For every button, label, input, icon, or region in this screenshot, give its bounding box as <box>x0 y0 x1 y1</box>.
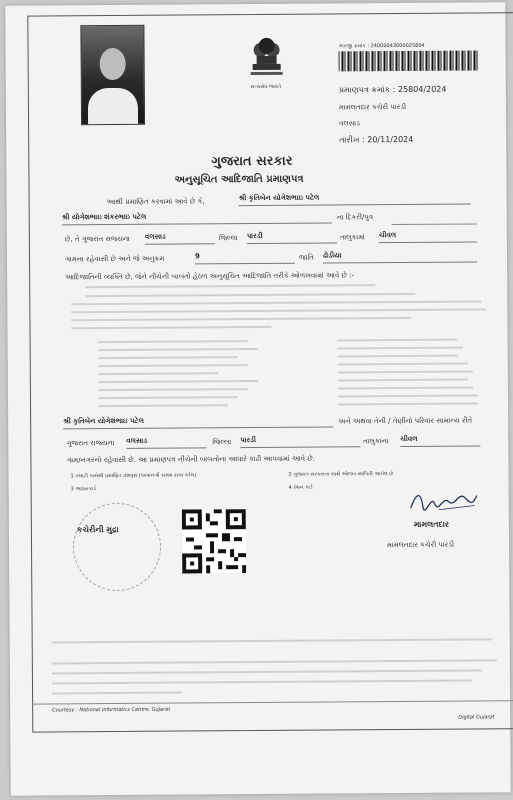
seal-label: કચેરીની મુદ્રા <box>76 524 119 535</box>
village: ચીવલ <box>379 230 477 243</box>
certificate-sheet <box>5 2 511 795</box>
application-number: અરજી ક્રમાંક : 24000043000025804 <box>338 42 425 50</box>
residence-prefix: ગુજરાત રાજ્યના <box>66 439 115 448</box>
caste: ઢોડીયા <box>323 250 477 263</box>
certificate-title: અનુસૂચિત આદિજાતિ પ્રમાણપત્ર <box>174 173 304 186</box>
residence-village: ચીવલ <box>400 434 480 447</box>
footnote-block <box>5 2 505 5</box>
digital-gujarat: Digital Gujarat <box>458 714 495 721</box>
district: વલસાડ <box>145 232 215 244</box>
line3-prefix: છે, તે ગુજરાત રાજ્યના <box>64 234 130 244</box>
signatory-title: મામલતદાર <box>413 519 450 529</box>
barcode <box>339 50 479 71</box>
residence-mid: જિલ્લા <box>212 438 232 447</box>
signatory-office: મામલતદાર કચેરી પારડી <box>386 540 455 550</box>
signature <box>409 487 479 515</box>
basis-4: 4 રેશન કાર્ડ <box>288 484 313 491</box>
issuing-place: વલસાડ <box>339 119 360 128</box>
person-suffix: અને અથવા તેની / તેણીનો પરિવાર સામાન્ય રીતે <box>338 416 473 426</box>
line1-prefix: આથી પ્રમાણિત કરવામાં આવે છે કે, <box>106 197 205 207</box>
courtesy: Courtesy : National Informatics Centre, Gujarat <box>52 706 171 714</box>
legal-schedule-block <box>5 2 505 5</box>
photo-body <box>88 88 138 124</box>
line2-suffix: ના દિકરી/પુત્ર <box>336 213 374 222</box>
qr-code[interactable] <box>182 509 246 573</box>
taluka: પારડી <box>247 231 337 244</box>
person-name: શ્રી કૃતિબેન યોગેશભાઇ પટેલ <box>63 415 333 429</box>
parent-name: શ્રી યોગેશભાઇ શંકરભાઇ પટેલ <box>62 211 332 225</box>
residence-suffix: તાલુકાના <box>363 437 389 446</box>
applicant-photo <box>80 25 145 125</box>
residence-taluka: પારડી <box>240 435 360 448</box>
serial-number: 9 <box>195 252 295 265</box>
state-emblem-icon <box>248 34 284 80</box>
emblem-caption: સત્યમેવ જયતે <box>250 83 282 91</box>
basis-2: 2 ગુજરાત સરકારના સાથે ઓળખ સાબિતી આપેલ છે <box>288 471 394 478</box>
issuing-office: મામલતદાર કચેરી પારડી <box>338 102 407 112</box>
basis-3: 3 આધારકાર્ડ <box>70 486 97 493</box>
applicant-name: શ્રી કૃતિબેન યોગેશભાઇ પટેલ <box>239 193 471 207</box>
line3-suffix: તાલુકામાં <box>339 233 365 242</box>
government-title: ગુજરાત સરકાર <box>211 153 293 170</box>
line4-mid: જાતિ <box>298 253 314 262</box>
residence-district: વલસાડ <box>126 436 206 449</box>
issue-date: તારીખ : 20/11/2024 <box>339 134 414 145</box>
certificate-number: પ્રમાણપત્ર ક્રમાંક : 25804/2024 <box>338 84 447 95</box>
line4-prefix: ગામના રહેવાસી છે અને જે અનુક્રમ <box>64 254 165 264</box>
photo-face <box>100 48 126 80</box>
line3-mid: જિલ્લા <box>218 234 238 243</box>
office-seal <box>73 503 162 592</box>
line5: આદિજાતિની વ્યક્તિ છે, જેને નીચેની બાબતો હેઠળ અનુસૂચિત આદિજાતિ તરીકે ઓળખવામાં આવે છે :- <box>65 271 354 282</box>
basis-1: 1 તલાટી પાસેથી પ્રમાણિત વંશવૃક્ષ (પરવાનગી સક્ષમ સત્તા કરેલ) <box>70 472 197 480</box>
residence-line2: ગામ/નગરનો રહેવાસી છે. આ પ્રમાણપત્ર નીચેની બાબતોના આધારે કાઢી આપવામાં આવે છે. <box>66 454 315 465</box>
